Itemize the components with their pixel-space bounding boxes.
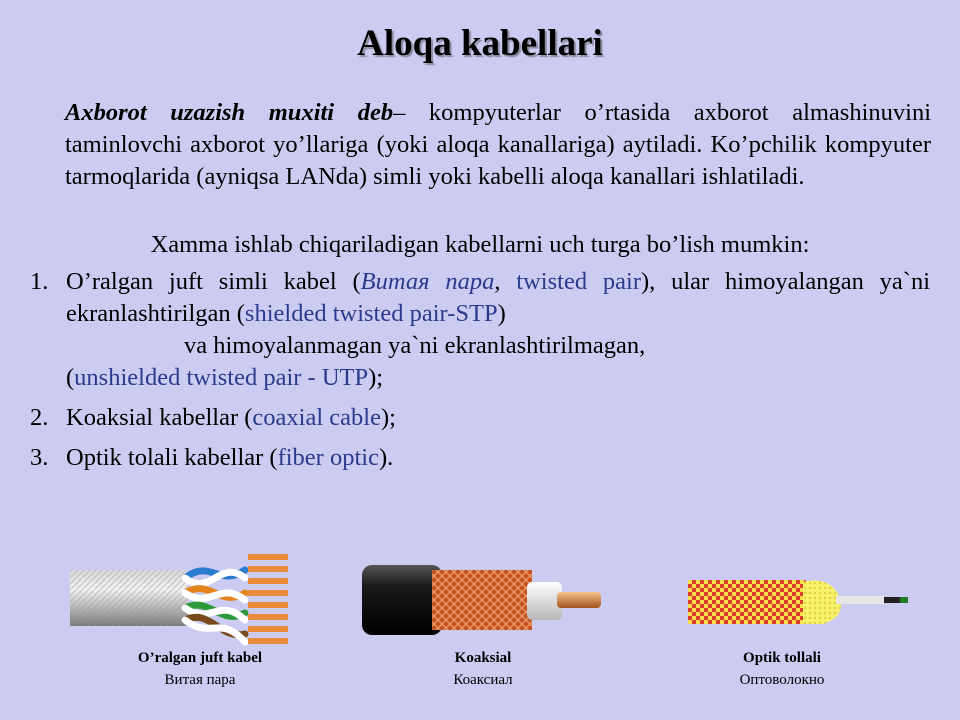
list-item	[30, 266, 930, 394]
caption-subtitle: Витая пара	[164, 672, 236, 688]
list-item	[30, 402, 930, 434]
intro-paragraph	[65, 97, 931, 193]
fiber-optic-cable-icon	[688, 576, 913, 628]
caption-coaxial	[383, 647, 583, 691]
caption-subtitle: Оптоволокно	[739, 672, 825, 688]
list-number: 2.	[30, 404, 49, 431]
caption-title: Koaksial	[454, 650, 512, 666]
list-text: va himoyalanmagan ya`ni ekranlashtirilmagan,	[184, 332, 646, 359]
caption-twisted-pair	[100, 647, 300, 691]
list-term: shielded twisted pair-STP	[244, 300, 498, 327]
caption-title: O’ralgan juft kabel	[137, 650, 263, 666]
list-text: (	[66, 364, 75, 391]
coaxial-cable-icon	[362, 560, 607, 640]
list-number: 1.	[30, 268, 49, 295]
list-term: fiber optic	[277, 444, 379, 471]
subtitle-line: Xamma ishlab chiqariladigan kabellarni uch turga bo’lish mumkin:	[150, 231, 810, 258]
list-item	[30, 442, 930, 474]
list-text: )	[497, 300, 506, 327]
list-text: Koaksial kabellar (	[66, 404, 253, 431]
list-text: ,	[494, 268, 517, 295]
intro-lead: Axborot uzazish muxiti deb	[65, 99, 394, 126]
cable-type-list	[30, 266, 930, 482]
caption-subtitle: Коаксиал	[453, 672, 513, 688]
caption-fiber	[682, 647, 882, 691]
caption-title: Optik tollali	[743, 650, 821, 666]
list-term: twisted pair	[516, 268, 641, 295]
list-text: O’ralgan juft simli kabel (	[66, 268, 361, 295]
list-text: ), ular himoyalangan ya`ni ekranlashtirilgan (	[66, 268, 930, 327]
list-text: );	[380, 404, 396, 431]
list-term: coaxial cable	[252, 404, 381, 431]
list-text: Optik tolali kabellar (	[66, 444, 278, 471]
intro-rest: – kompyuterlar o’rtasida axborot almashinuvini taminlovchi axborot yo’llariga (yoki aloqa kanallariga) aytiladi. Ko’pchilik kompyuter tarmoqlarida (ayniqsa LANda) simli yoki kabelli aloqa kanallari ishlatiladi.	[65, 99, 932, 190]
list-term: unshielded twisted pair - UTP	[74, 364, 369, 391]
list-text: ).	[378, 444, 394, 471]
slide-title: Aloqa kabellari	[357, 23, 603, 64]
twisted-pair-cable-icon	[70, 548, 320, 648]
list-text: );	[368, 364, 384, 391]
list-text-line	[66, 362, 930, 394]
list-number: 3.	[30, 444, 49, 471]
list-term: Витая пара	[360, 268, 495, 295]
